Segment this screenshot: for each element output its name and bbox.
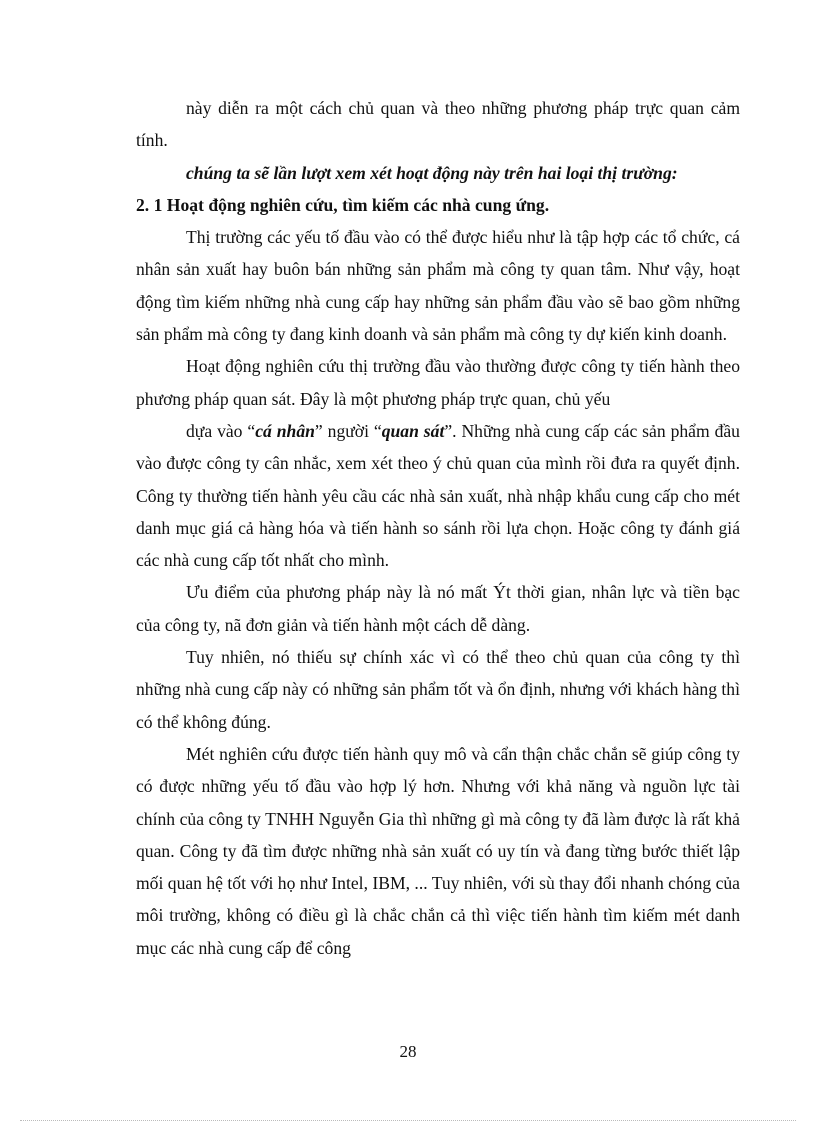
emphasis: quan sát (381, 420, 445, 441)
section-heading: 2. 1 Hoạt động nghiên cứu, tìm kiếm các nhà cung ứng. (136, 194, 550, 215)
paragraph: Tuy nhiên, nó thiếu sự chính xác vì có thể theo chủ quan của công ty thì những nhà cung cấp này có những sản phẩm tốt và ổn định, nhưng với khách hàng thì có thể không đúng. (136, 647, 740, 732)
page-number: 28 (399, 1042, 417, 1061)
paragraph: Thị trường các yếu tố đầu vào có thể được hiểu như là tập hợp các tổ chức, cá nhân sản xuất hay buôn bán những sản phẩm mà công ty quan tâm. Như vậy, hoạt động tìm kiếm những nhà cung cấp hay những sản phẩm đầu vào sẽ bao gồm những sản phẩm mà công ty đang kinh doanh và sản phẩm mà công ty dự kiến kinh doanh. (136, 227, 740, 345)
emphasis: cá nhân (255, 420, 315, 441)
paragraph: Hoạt động nghiên cứu thị trường đầu vào thường được công ty tiến hành theo phương pháp quan sát. Đây là một phương pháp trực quan, chủ yếu (136, 356, 740, 409)
paragraph: Mét nghiên cứu được tiến hành quy mô và cẩn thận chắc chắn sẽ giúp công ty có được những yếu tố đầu vào hợp lý hơn. Nhưng với khả năng và nguồn lực tài chính của công ty TNHH Nguyễn Gia thì những gì mà công ty đã làm được là rất khả quan. Công ty đã tìm được những nhà sản xuất có uy tín và đang từng bước thiết lập mối quan hệ tốt với họ như Intel, IBM, ... Tuy nhiên, với sù thay đổi nhanh chóng của môi trường, không có điều gì là chắc chắn cả thì việc tiến hành tìm kiếm mét danh mục các nhà cung cấp để công (136, 743, 740, 958)
text-run: dựa vào “ (186, 420, 256, 441)
paragraph-continuation: này diễn ra một cách chủ quan và theo những phương pháp trực quan cảm tính. (136, 98, 740, 151)
page-divider (20, 1120, 796, 1121)
paragraph: Ưu điểm của phương pháp này là nó mất Ýt thời gian, nhân lực và tiền bạc của công ty, nã đơn giản và tiến hành một cách dễ dàng. (136, 582, 740, 635)
section-intro: chúng ta sẽ lần lượt xem xét hoạt động này trên hai loại thị trường: (186, 162, 678, 183)
text-run: ” người “ (314, 420, 382, 441)
paragraph-mixed (136, 415, 740, 576)
body-text (136, 92, 740, 964)
text-run: ”. Những nhà cung cấp các sản phẩm đầu vào được công ty cân nhắc, xem xét theo ý chủ quan của mình rồi đưa ra quyết định. Công ty thường tiến hành yêu cầu các nhà sản xuất, nhà nhập khẩu cung cấp cho mét danh mục giá cả hàng hóa và tiến hành so sánh rồi lựa chọn. Hoặc công ty đánh giá các nhà cung cấp tốt nhất cho mình. (136, 420, 740, 571)
